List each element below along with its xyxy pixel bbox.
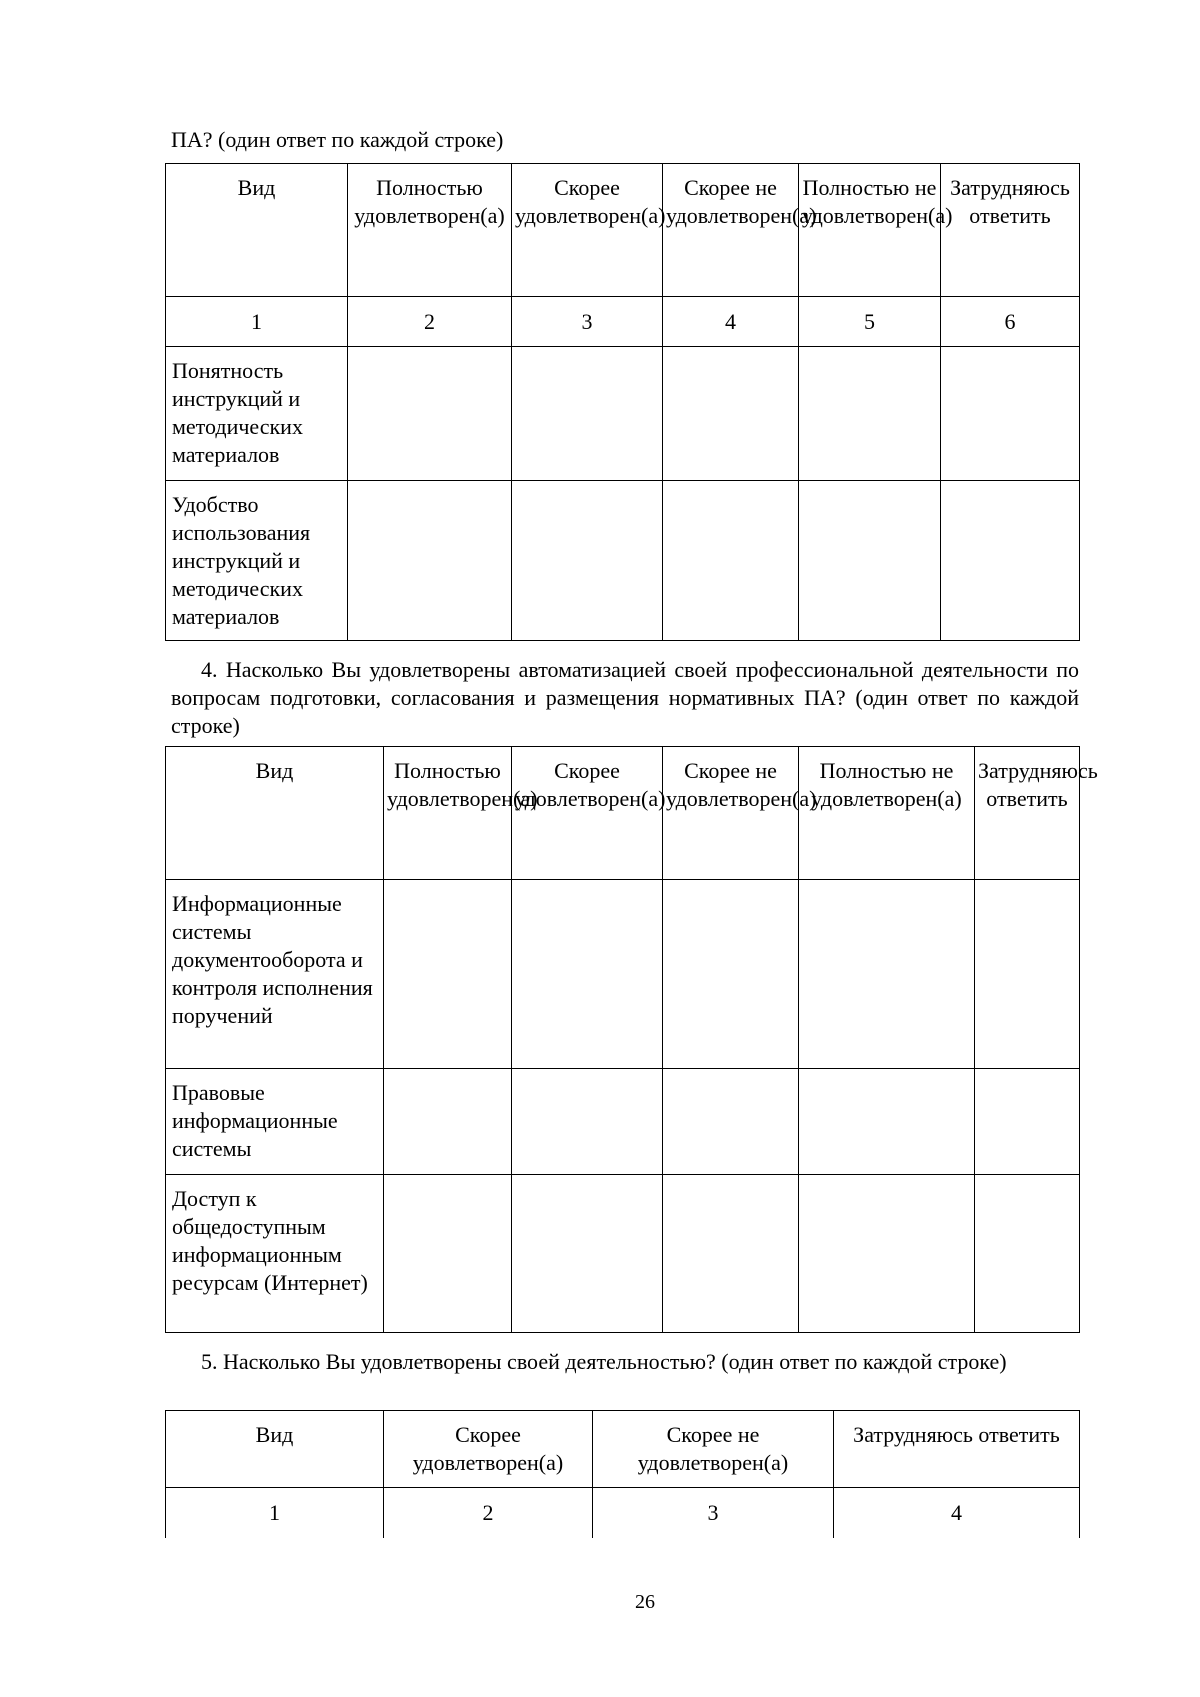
table3-number-cell: 2 (384, 1488, 593, 1538)
answer-cell[interactable] (384, 1175, 512, 1333)
table-row (166, 1175, 1080, 1333)
answer-cell[interactable] (799, 880, 975, 1069)
table1-number-row (166, 297, 1080, 347)
page-number: 26 (635, 1591, 655, 1613)
table3-number-row (166, 1488, 1080, 1538)
table-row (166, 347, 1080, 481)
table3-number-cell: 4 (834, 1488, 1080, 1538)
answer-cell[interactable] (975, 880, 1080, 1069)
answer-cell[interactable] (799, 481, 941, 641)
answer-cell[interactable] (384, 880, 512, 1069)
table2-row-label: Правовые информационные системы (166, 1069, 384, 1175)
table3-header-cell: Скорее удовлетворен(а) (384, 1411, 593, 1488)
satisfaction-table-3 (165, 1410, 1080, 1538)
answer-cell[interactable] (975, 1069, 1080, 1175)
answer-cell[interactable] (512, 880, 663, 1069)
table-row (166, 481, 1080, 641)
table2-row-label: Информационные системы документооборота и контроля исполнения поручений (166, 880, 384, 1069)
table1-number-cell: 4 (663, 297, 799, 347)
table1-header-cell: Скорее не удовлетворен(а) (663, 164, 799, 297)
answer-cell[interactable] (663, 880, 799, 1069)
answer-cell[interactable] (348, 347, 512, 481)
satisfaction-table-2 (165, 746, 1098, 1333)
answer-cell[interactable] (512, 481, 663, 641)
answer-cell[interactable] (512, 1069, 663, 1175)
table1-number-cell: 1 (166, 297, 348, 347)
table2-header-cell: Скорее удовлетворен(а) (512, 747, 663, 880)
answer-cell[interactable] (384, 1069, 512, 1175)
table2-header-cell: Полностью удовлетворен(а) (384, 747, 512, 880)
table1-row-label: Удобство использования инструкций и методических материалов (166, 481, 348, 641)
intro-line: ПА? (один ответ по каждой строке) (171, 127, 504, 152)
table3-number-cell: 3 (593, 1488, 834, 1538)
satisfaction-table-1 (165, 163, 1080, 641)
answer-cell[interactable] (663, 1069, 799, 1175)
answer-cell[interactable] (941, 481, 1080, 641)
answer-cell[interactable] (348, 481, 512, 641)
answer-cell[interactable] (975, 1175, 1080, 1333)
table2-header-cell: Скорее не удовлетворен(а) (663, 747, 799, 880)
table3-header-cell: Скорее не удовлетворен(а) (593, 1411, 834, 1488)
table1-header-cell: Полностью удовлетворен(а) (348, 164, 512, 297)
table3-header-cell: Затрудняюсь ответить (834, 1411, 1080, 1488)
table2-row-label: Доступ к общедоступным информационным ресурсам (Интернет) (166, 1175, 384, 1333)
question-4: 4. Насколько Вы удовлетворены автоматизацией своей профессиональной деятельности по вопросам подготовки, согласования и размещения нормативных ПА? (один ответ по каждой строке) (171, 657, 1079, 738)
answer-cell[interactable] (799, 1175, 975, 1333)
table1-header-cell: Вид (166, 164, 348, 297)
answer-cell[interactable] (663, 1175, 799, 1333)
table3-header-cell: Вид (166, 1411, 384, 1488)
answer-cell[interactable] (512, 1175, 663, 1333)
table2-header-cell: Вид (166, 747, 384, 880)
answer-cell[interactable] (799, 1069, 975, 1175)
table1-number-cell: 6 (941, 297, 1080, 347)
answer-cell[interactable] (663, 347, 799, 481)
table-row (166, 880, 1080, 1069)
question-5: 5. Насколько Вы удовлетворены своей деятельностью? (один ответ по каждой строке) (201, 1349, 1007, 1374)
table3-number-cell: 1 (166, 1488, 384, 1538)
table2-header-cell: Полностью не удовлетворен(а) (799, 747, 975, 880)
table1-row-label: Понятность инструкций и методических материалов (166, 347, 348, 481)
answer-cell[interactable] (663, 481, 799, 641)
answer-cell[interactable] (941, 347, 1080, 481)
table1-header-cell: Затрудняюсь ответить (941, 164, 1080, 297)
table3-header-row (166, 1411, 1080, 1488)
table2-header-cell: Затрудняюсь ответить (975, 747, 1080, 880)
table1-number-cell: 5 (799, 297, 941, 347)
table1-header-row (166, 164, 1080, 297)
table1-header-cell: Полностью не удовлетворен(а) (799, 164, 941, 297)
table1-header-cell: Скорее удовлетворен(а) (512, 164, 663, 297)
table1-number-cell: 3 (512, 297, 663, 347)
table1-number-cell: 2 (348, 297, 512, 347)
answer-cell[interactable] (512, 347, 663, 481)
table2-header-row (166, 747, 1080, 880)
answer-cell[interactable] (799, 347, 941, 481)
table-row (166, 1069, 1080, 1175)
